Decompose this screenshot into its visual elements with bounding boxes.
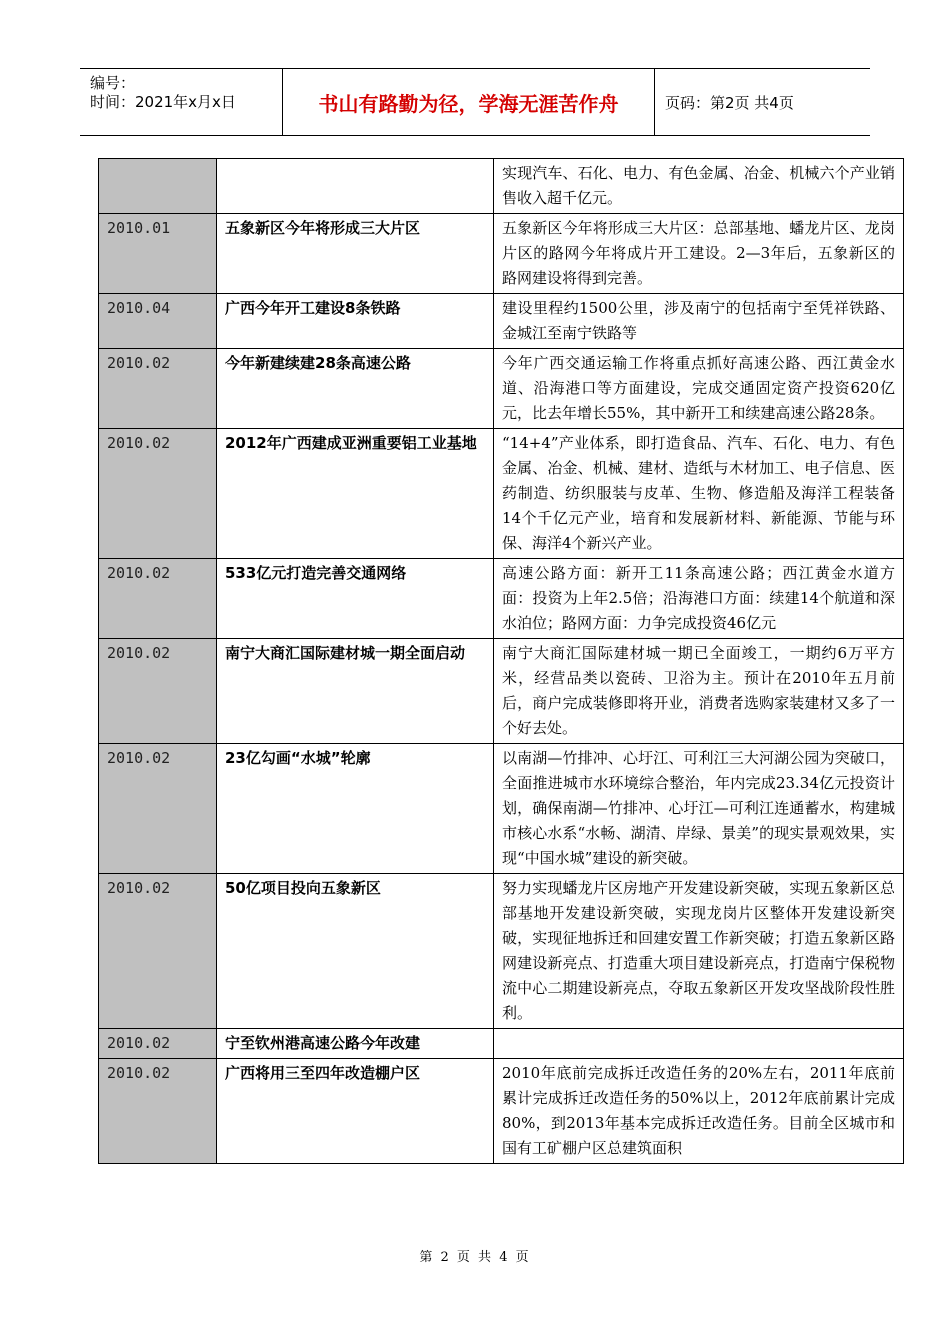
number-label: 编号： xyxy=(90,74,136,92)
table-row xyxy=(99,159,904,214)
row-description: 南宁大商汇国际建材城一期已全面竣工，一期约6万平方米，经营品类以瓷砖、卫浴为主。预计在2010年五月前后，商户完成装修即将开业，消费者选购家装建材又多了一个好去处。 xyxy=(494,639,904,744)
row-date: 2010.02 xyxy=(99,874,217,1029)
row-date: 2010.02 xyxy=(99,1029,217,1059)
row-description: 五象新区今年将形成三大片区：总部基地、蟠龙片区、龙岗片区的路网今年将成片开工建设。2—3年后，五象新区的路网建设将得到完善。 xyxy=(494,214,904,294)
row-title: 南宁大商汇国际建材城一期全面启动 xyxy=(217,639,494,744)
table-row xyxy=(99,429,904,559)
row-title xyxy=(217,159,494,214)
row-description: “14+4”产业体系，即打造食品、汽车、石化、电力、有色金属、冶金、机械、建材、造纸与木材加工、电子信息、医药制造、纺织服装与皮革、生物、修造船及海洋工程装备14个千亿元产业，培育和发展新材料、新能源、节能与环保、海洋4个新兴产业。 xyxy=(494,429,904,559)
table-row xyxy=(99,349,904,429)
table-row xyxy=(99,214,904,294)
row-description xyxy=(494,1029,904,1059)
row-date: 2010.02 xyxy=(99,1059,217,1164)
news-table xyxy=(98,158,904,1164)
row-date: 2010.04 xyxy=(99,294,217,349)
row-title: 50亿项目投向五象新区 xyxy=(217,874,494,1029)
row-description: 以南湖—竹排冲、心圩江、可利江三大河湖公园为突破口，全面推进城市水环境综合整治，年内完成23.34亿元投资计划，确保南湖—竹排冲、心圩江—可利江连通蓄水，构建城市核心水系“水畅、湖清、岸绿、景美”的现实景观效果，实现“中国水城”建设的新突破。 xyxy=(494,744,904,874)
row-title: 2012年广西建成亚洲重要铝工业基地 xyxy=(217,429,494,559)
table-row xyxy=(99,874,904,1029)
table-row xyxy=(99,744,904,874)
page-footer: 第 2 页 共 4 页 xyxy=(419,1250,531,1265)
table-row xyxy=(99,639,904,744)
row-title: 23亿勾画“水城”轮廓 xyxy=(217,744,494,874)
row-date xyxy=(99,159,217,214)
page-header xyxy=(80,68,870,136)
header-motto: 书山有路勤为径，学海无涯苦作舟 xyxy=(283,69,655,135)
row-title: 广西今年开工建设8条铁路 xyxy=(217,294,494,349)
row-description: 高速公路方面：新开工11条高速公路；西江黄金水道方面：投资为上年2.5倍；沿海港口方面：续建14个航道和深水泊位；路网方面：力争完成投资46亿元 xyxy=(494,559,904,639)
header-meta xyxy=(80,69,283,135)
table-row xyxy=(99,294,904,349)
row-date: 2010.02 xyxy=(99,559,217,639)
header-page-label: 页码：第2页 共4页 xyxy=(665,93,794,112)
row-date: 2010.02 xyxy=(99,639,217,744)
row-description: 努力实现蟠龙片区房地产开发建设新突破，实现五象新区总部基地开发建设新突破，实现龙岗片区整体开发建设新突破，实现征地拆迁和回建安置工作新突破；打造五象新区路网建设新亮点、打造重大项目建设新亮点，打造南宁保税物流中心二期建设新亮点，夺取五象新区开发攻坚战阶段性胜利。 xyxy=(494,874,904,1029)
row-date: 2010.01 xyxy=(99,214,217,294)
row-title: 533亿元打造完善交通网络 xyxy=(217,559,494,639)
row-title: 五象新区今年将形成三大片区 xyxy=(217,214,494,294)
row-date: 2010.02 xyxy=(99,349,217,429)
row-description: 今年广西交通运输工作将重点抓好高速公路、西江黄金水道、沿海港口等方面建设，完成交通固定资产投资620亿元，比去年增长55%，其中新开工和续建高速公路28条。 xyxy=(494,349,904,429)
row-description: 2010年底前完成拆迁改造任务的20%左右，2011年底前累计完成拆迁改造任务的50%以上，2012年底前累计完成80%，到2013年基本完成拆迁改造任务。目前全区城市和国有工矿棚户区总建筑面积 xyxy=(494,1059,904,1164)
row-title: 宁至钦州港高速公路今年改建 xyxy=(217,1029,494,1059)
time-label: 时间：2021年x月x日 xyxy=(90,93,236,111)
row-date: 2010.02 xyxy=(99,744,217,874)
table-row xyxy=(99,1029,904,1059)
table-row xyxy=(99,559,904,639)
row-title: 今年新建续建28条高速公路 xyxy=(217,349,494,429)
row-description: 实现汽车、石化、电力、有色金属、冶金、机械六个产业销售收入超千亿元。 xyxy=(494,159,904,214)
row-date: 2010.02 xyxy=(99,429,217,559)
row-title: 广西将用三至四年改造棚户区 xyxy=(217,1059,494,1164)
row-description: 建设里程约1500公里，涉及南宁的包括南宁至凭祥铁路、金城江至南宁铁路等 xyxy=(494,294,904,349)
table-row xyxy=(99,1059,904,1164)
